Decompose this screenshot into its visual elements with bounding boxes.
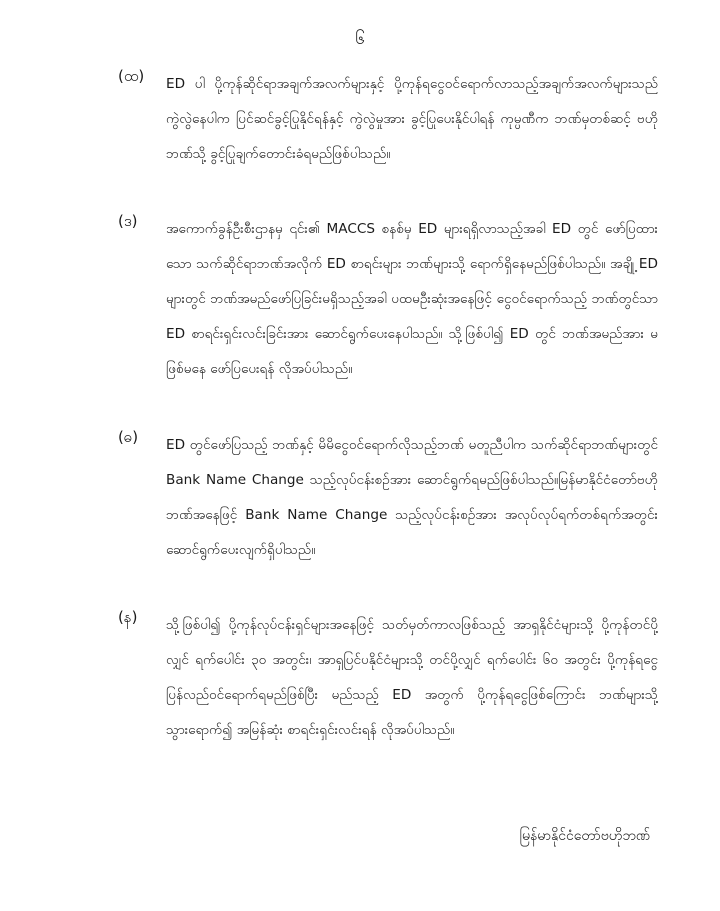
paragraph-na [118, 608, 658, 748]
paragraph-text: သို့ဖြစ်ပါ၍ ပို့ကုန်လုပ်ငန်းရှင်များအနေဖြင့် သတ်မှတ်ကာလဖြစ်သည့် အာရှနိုင်ငံများသို့ ပို့ကုန်တင်ပို့လျှင် ရက်ပေါင်း ၃၀ အတွင်း၊ အာရှပြင်ပနိုင်ငံများသို့ တင်ပို့လျှင် ရက်ပေါင်း ၆၀ အတွင်း ပို့ကုန်ရငွေ ပြန်လည်ဝင်ရောက်ရမည်ဖြစ်ပြီး မည်သည့် ED အတွက် ပို့ကုန်ရငွေဖြစ်ကြောင်း ဘဏ်များသို့ သွားရောက်၍ အမြန်ဆုံး စာရင်းရှင်းလင်းရန် လိုအပ်ပါသည်။ [166, 617, 658, 738]
paragraph-tha [118, 67, 658, 172]
paragraph-da [118, 212, 658, 387]
signature-issuer: မြန်မာနိုင်ငံတော်ဗဟိုဘဏ် [519, 828, 650, 844]
paragraph-label: (ထ) [118, 67, 145, 85]
paragraph-label: (ဒ) [118, 212, 138, 230]
paragraph-label: (ဓ) [118, 428, 139, 446]
paragraph-text: အကောက်ခွန်ဦးစီးဌာနမှ ၎င်း၏ MACCS စနစ်မှ ED များရရှိလာသည့်အခါ ED တွင် ဖော်ပြထားသော သက်ဆိုင်ရာဘဏ်အလိုက် ED စာရင်းများ ဘဏ်များသို့ ရောက်ရှိနေမည်ဖြစ်ပါသည်။ အချို့ ED များတွင် ဘဏ်အမည်ဖော်ပြခြင်းမရှိသည့်အခါ ပထမဦးဆုံးအနေဖြင့် ငွေဝင်ရောက်သည့် ဘဏ်တွင်သာ ED စာရင်းရှင်းလင်းခြင်းအား ဆောင်ရွက်ပေးနေပါသည်။ သို့ဖြစ်ပါ၍ ED တွင် ဘဏ်အမည်အား မဖြစ်မနေ ဖော်ပြပေးရန် လိုအပ်ပါသည်။ [166, 221, 658, 377]
paragraph-text: ED ပါ ပို့ကုန်ဆိုင်ရာအချက်အလက်များနှင့် ပို့ကုန်ရငွေဝင်ရောက်လာသည့်အချက်အလက်များသည် ကွဲလွဲနေပါက ပြင်ဆင်ခွင့်ပြုနိုင်ရန်နှင့် ကွဲလွဲမှုအား ခွင့်ပြုပေးနိုင်ပါရန် ကုမ္ပဏီက ဘဏ်မှတစ်ဆင့် ဗဟိုဘဏ်သို့ ခွင့်ပြုချက်တောင်းခံရမည်ဖြစ်ပါသည်။ [166, 76, 658, 162]
paragraph-label: (န) [118, 608, 138, 626]
page-number: ၆ [355, 29, 365, 49]
paragraph-dha [118, 428, 658, 568]
paragraph-text: ED တွင်ဖော်ပြသည့် ဘဏ်နှင့် မိမိငွေဝင်ရောက်လိုသည့်ဘဏ် မတူညီပါက သက်ဆိုင်ရာဘဏ်များတွင် Bank Name Change သည့်လုပ်ငန်းစဉ်အား ဆောင်ရွက်ရမည်ဖြစ်ပါသည်။မြန်မာနိုင်ငံတော်ဗဟိုဘဏ်အနေဖြင့် Bank Name Change သည့်လုပ်ငန်းစဉ်အား အလုပ်လုပ်ရက်တစ်ရက်အတွင်း ဆောင်ရွက်ပေးလျက်ရှိပါသည်။ [166, 437, 658, 558]
